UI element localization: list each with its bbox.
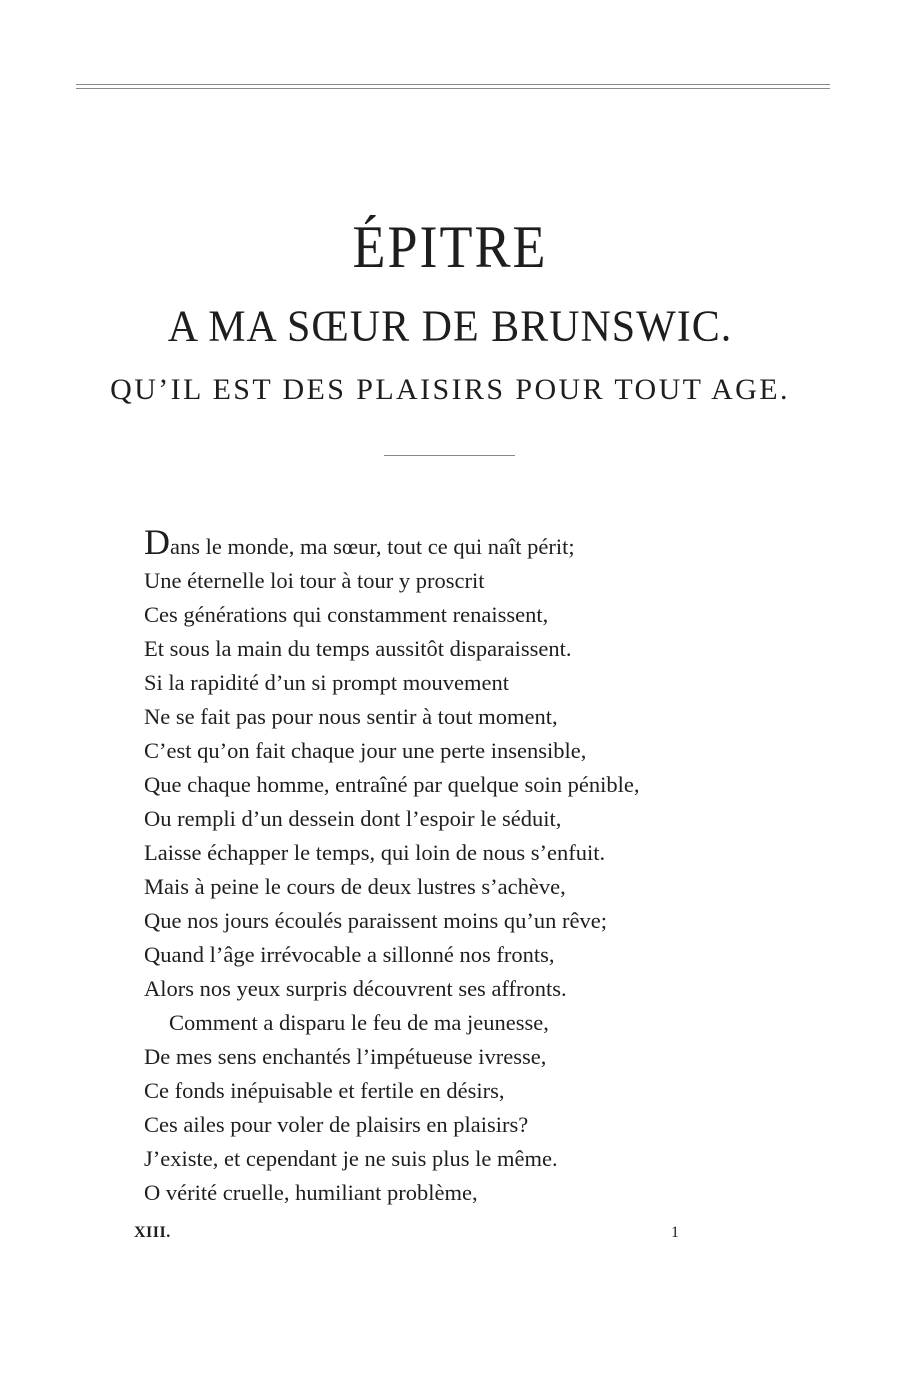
verse-line: Que chaque homme, entraîné par quelque soin pénible, bbox=[144, 772, 640, 797]
signature-mark: XIII. bbox=[134, 1224, 171, 1241]
top-double-rule bbox=[76, 84, 830, 89]
title-dedication: A MA SŒUR DE BRUNSWIC. bbox=[167, 302, 733, 352]
verse-line: Laisse échapper le temps, qui loin de nous s’enfuit. bbox=[144, 840, 606, 865]
drop-cap-initial: D bbox=[144, 522, 170, 562]
verse-line: Quand l’âge irrévocable a sillonné nos fronts, bbox=[144, 942, 555, 967]
verse-line: C’est qu’on fait chaque jour une perte insensible, bbox=[144, 738, 587, 763]
poem-text bbox=[144, 522, 824, 1210]
verse-line: Une éternelle loi tour à tour y proscrit bbox=[144, 568, 485, 593]
verse-line: Ne se fait pas pour nous sentir à tout moment, bbox=[144, 704, 558, 729]
verse-line: Et sous la main du temps aussitôt disparaissent. bbox=[144, 636, 572, 661]
title-epitre: ÉPITRE bbox=[352, 213, 548, 281]
page-number: 1 bbox=[671, 1224, 679, 1241]
verse-text: ans le monde, ma sœur, tout ce qui naît périt; bbox=[170, 534, 575, 559]
verse-line: Ou rempli d’un dessein dont l’espoir le séduit, bbox=[144, 806, 562, 831]
verse-line: J’existe, et cependant je ne suis plus le même. bbox=[144, 1146, 558, 1171]
verse-line: Mais à peine le cours de deux lustres s’achève, bbox=[144, 874, 566, 899]
title-separator-rule bbox=[384, 455, 515, 456]
verse-line: Que nos jours écoulés paraissent moins qu’un rêve; bbox=[144, 908, 608, 933]
verse-line-1 bbox=[144, 522, 824, 564]
verse-line: Si la rapidité d’un si prompt mouvement bbox=[144, 670, 509, 695]
verse-line: Ce fonds inépuisable et fertile en désirs, bbox=[144, 1078, 505, 1103]
title-subject: QU’IL EST DES PLAISIRS POUR TOUT AGE. bbox=[110, 373, 790, 406]
verse-line: Ces ailes pour voler de plaisirs en plaisirs? bbox=[144, 1112, 529, 1137]
verse-line: O vérité cruelle, humiliant problème, bbox=[144, 1180, 478, 1205]
verse-line: Ces générations qui constamment renaissent, bbox=[144, 602, 549, 627]
verse-line: Alors nos yeux surpris découvrent ses affronts. bbox=[144, 976, 567, 1001]
verse-line: De mes sens enchantés l’impétueuse ivresse, bbox=[144, 1044, 547, 1069]
verse-line-stanza-start: Comment a disparu le feu de ma jeunesse, bbox=[169, 1010, 549, 1035]
